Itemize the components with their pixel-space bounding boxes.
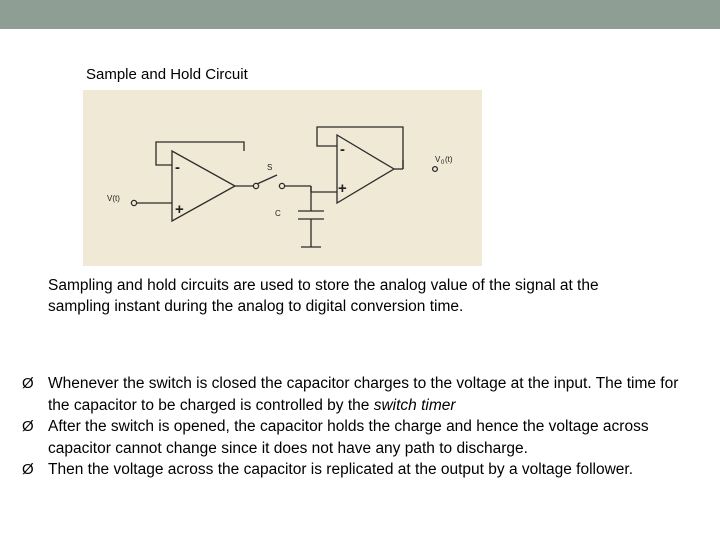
circuit-diagram [83, 90, 482, 266]
bullet-text: Then the voltage across the capacitor is replicated at the output by a voltage follower. [48, 461, 634, 478]
capacitor-label: C [275, 209, 281, 218]
bullet-text: Whenever the switch is closed the capacitor charges to the voltage at the input. The time for the capacitor to be charged is controlled by the [48, 375, 679, 414]
feedback-wire-1 [156, 142, 244, 165]
output-terminal [433, 167, 438, 172]
arrow-bullet-icon: Ø [22, 418, 34, 435]
output-label-suffix: (t) [445, 155, 453, 164]
opamp1-plus: + [175, 201, 184, 218]
input-terminal [131, 200, 136, 205]
output-label-v: V [435, 155, 441, 164]
bullet-item [22, 373, 702, 416]
arrow-bullet-icon: Ø [22, 375, 34, 392]
circuit-svg [83, 90, 482, 266]
bullet-list [22, 373, 702, 481]
circuit-title: Sample and Hold Circuit [86, 66, 248, 83]
input-label: V(t) [107, 194, 120, 203]
top-bar [0, 0, 720, 29]
output-label-sub: 0 [441, 160, 445, 166]
arrow-bullet-icon: Ø [22, 461, 34, 478]
opamp1-minus: - [175, 159, 180, 176]
bullet-item [22, 416, 702, 459]
opamp2-minus: - [340, 141, 345, 158]
bullet-text: After the switch is opened, the capacitor holds the charge and hence the voltage across capacitor cannot change since it does not have any path to discharge. [48, 418, 649, 457]
switch-label: S [267, 163, 273, 172]
switch-blade [257, 175, 277, 184]
bullet-item [22, 459, 702, 481]
opamp2-plus: + [338, 180, 347, 197]
switch-contact-right [279, 183, 284, 188]
bullet-emphasis: switch timer [373, 396, 456, 414]
description-paragraph: Sampling and hold circuits are used to store the analog value of the signal at the sampling instant during the analog to digital conversion time. [48, 277, 599, 315]
